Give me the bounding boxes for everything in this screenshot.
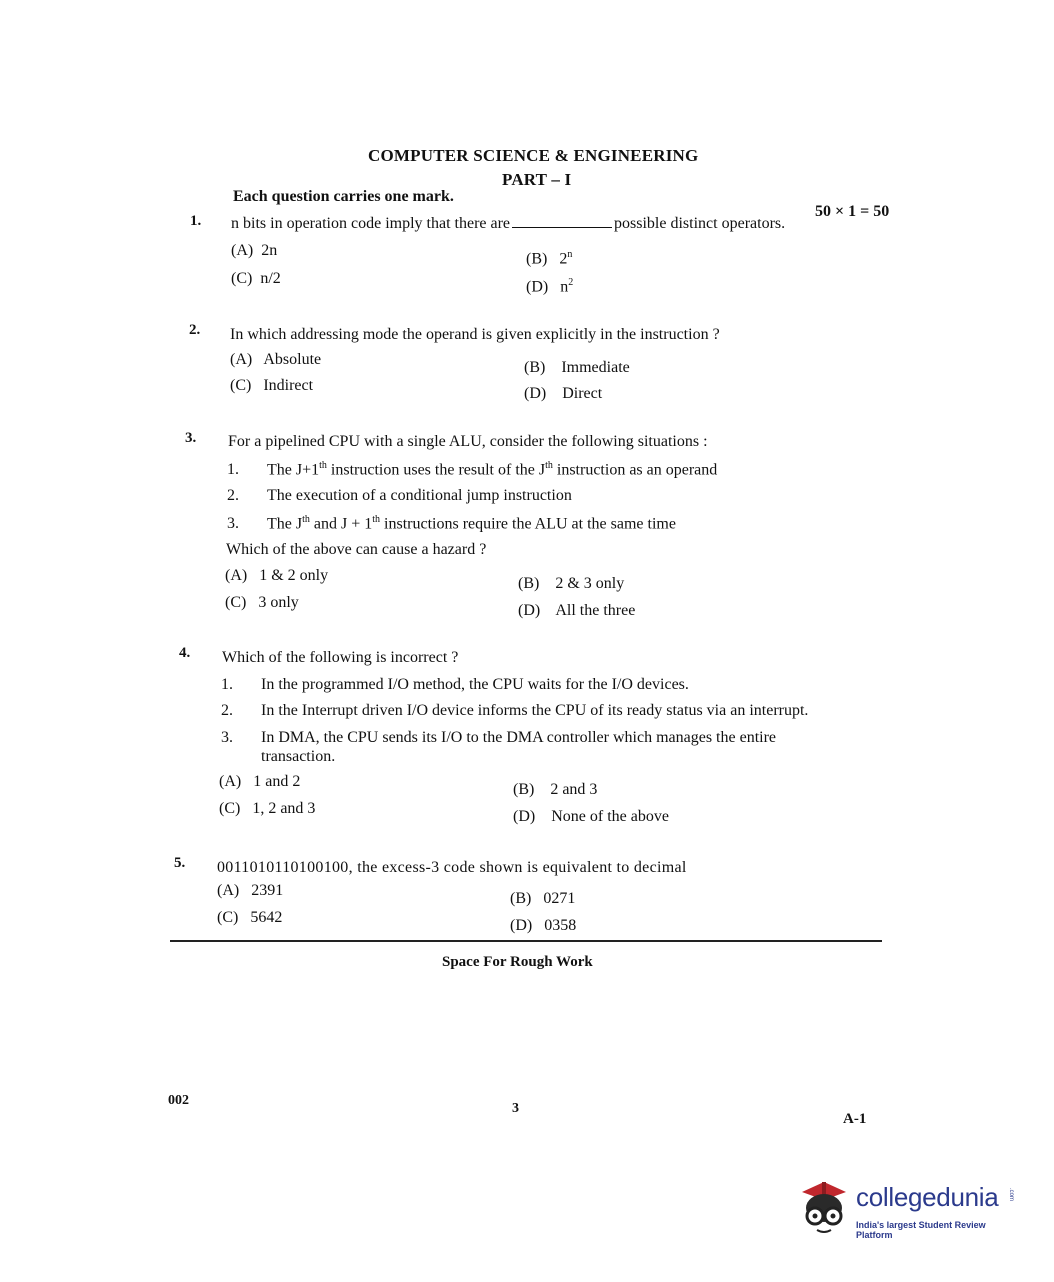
rough-work-label: Space For Rough Work (442, 954, 593, 970)
question-number: 2. (189, 322, 201, 338)
mascot-icon (794, 1178, 854, 1238)
brand-name: collegedunia (856, 1182, 999, 1212)
page-number: 3 (512, 1101, 519, 1116)
option-b: (B) 2$^n$ (526, 249, 573, 268)
option-d: (D) All the three (518, 602, 636, 619)
option-a: (A) 2391 (217, 882, 284, 899)
list-item: 1. The J+1th instruction uses the result of the $J^{th}$ instruction as an operand (227, 460, 718, 479)
answer-blank (512, 215, 612, 228)
option-b: (B) 2 and 3 (513, 781, 598, 798)
marks-scheme: 50 × 1 = 50 (815, 203, 890, 220)
question-number: 4. (179, 645, 191, 661)
subject-title: COMPUTER SCIENCE & ENGINEERING (368, 146, 699, 165)
option-d: (D) None of the above (513, 808, 669, 825)
option-b: (B) 2 & 3 only (518, 575, 625, 592)
question-text-start: n bits in operation code imply that there are (231, 215, 511, 232)
paper-code: 002 (168, 1093, 189, 1108)
list-item-continuation: transaction. (261, 748, 336, 765)
option-a: (A) 1 and 2 (219, 773, 301, 790)
option-b: (B) Immediate (524, 359, 630, 376)
option-a: (A) 2n (231, 242, 278, 259)
option-c: (C) n/2 (231, 270, 281, 287)
question-text: For a pipelined CPU with a single ALU, consider the following situations : (228, 433, 708, 450)
list-item: 1. In the programmed I/O method, the CPU waits for the I/O devices. (221, 676, 689, 693)
question-number: 3. (185, 430, 197, 446)
question-text: Which of the following is incorrect ? (222, 649, 459, 666)
option-c: (C) 3 only (225, 594, 299, 611)
option-a: (A) Absolute (230, 351, 322, 368)
collegedunia-logo (794, 1178, 1024, 1238)
question-text (231, 215, 785, 233)
question-number: 1. (190, 213, 202, 229)
list-item: 3. The $J^{th}$ and J + 1th instructions require the ALU at the same time (227, 514, 676, 533)
question-text: In which addressing mode the operand is given explicitly in the instruction ? (230, 326, 720, 343)
list-item: 2. The execution of a conditional jump instruction (227, 487, 572, 504)
marks-instruction: Each question carries one mark. (233, 188, 454, 205)
divider (170, 940, 882, 942)
brand-dotcom: .com (1008, 1188, 1014, 1202)
option-a: (A) 1 & 2 only (225, 567, 329, 584)
option-d: (D) Direct (524, 385, 603, 402)
brand-tagline: India's largest Student Review Platform (856, 1220, 986, 1240)
list-item: 2. In the Interrupt driven I/O device informs the CPU of its ready status via an interrupt. (221, 702, 809, 719)
option-c: (C) 5642 (217, 909, 283, 926)
question-text: 0011010110100100, the excess-3 code shown is equivalent to decimal (217, 859, 687, 876)
option-c: (C) 1, 2 and 3 (219, 800, 316, 817)
question-prompt: Which of the above can cause a hazard ? (226, 541, 487, 558)
option-d: (D) $n^2$ (526, 277, 574, 296)
list-item: 3. In DMA, the CPU sends its I/O to the DMA controller which manages the entire (221, 729, 777, 746)
option-d: (D) 0358 (510, 917, 577, 934)
option-b: (B) 0271 (510, 890, 576, 907)
series-code: A-1 (843, 1111, 867, 1127)
question-text-end: possible distinct operators. (614, 215, 786, 232)
question-number: 5. (174, 855, 186, 871)
option-c: (C) Indirect (230, 377, 314, 394)
part-heading: PART – I (502, 170, 572, 189)
